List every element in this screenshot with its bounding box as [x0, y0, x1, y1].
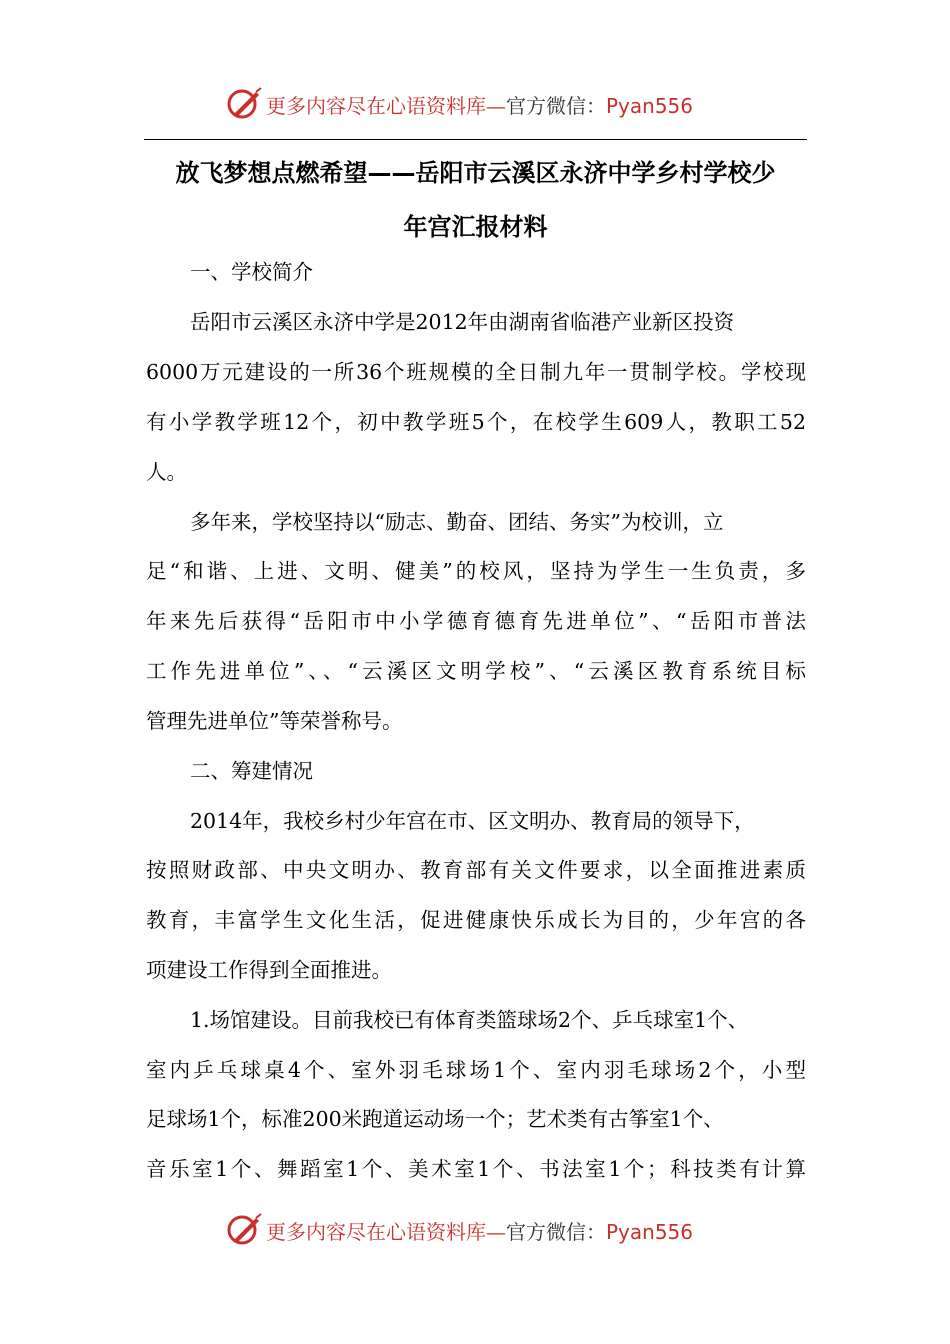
- text-line: 足“和谐、上进、文明、健美”的校风，坚持为学生一生负责，多: [146, 559, 806, 583]
- document-title: [144, 146, 807, 254]
- text-line: 多年来，学校坚持以“励志、勤奋、团结、务实”为校训，立: [190, 510, 724, 534]
- section-heading-intro: 一、学校简介: [190, 260, 313, 284]
- text-line: 1.场馆建设。目前我校已有体育类篮球场2个、乒乓球室1个、: [190, 1008, 749, 1032]
- banner-main-text: 更多内容尽在心语资料库—: [266, 1219, 506, 1244]
- text-line: 教育，丰富学生文化生活，促进健康快乐成长为目的，少年宫的各: [146, 908, 806, 932]
- banner-wechat-id: Pyan556: [606, 1219, 694, 1244]
- text-line: 管理先进单位”等荣誉称号。: [146, 709, 403, 733]
- banner-wechat-id: Pyan556: [606, 93, 694, 118]
- header-rule: [144, 139, 807, 140]
- banner-wechat-label: 官方微信：: [506, 93, 606, 118]
- quill-logo-icon: [226, 86, 262, 122]
- section-heading-construction: 二、筹建情况: [190, 759, 313, 783]
- text-line: 人。: [146, 460, 187, 484]
- quill-logo-icon: [226, 1212, 262, 1248]
- title-line-1: 放飞梦想点燃希望——岳阳市云溪区永济中学乡村学校少: [175, 159, 776, 187]
- text-line: 有小学教学班12个，初中教学班5个，在校学生609人，教职工52: [146, 410, 806, 434]
- title-line-2: 年宫汇报材料: [403, 213, 548, 241]
- banner-main-text: 更多内容尽在心语资料库—: [266, 93, 506, 118]
- text-line: 足球场1个，标准200米跑道运动场一个；艺术类有古筝室1个、: [146, 1107, 724, 1131]
- text-line: 室内乒乓球桌4个、室外羽毛球场1个、室内羽毛球场2个，小型: [146, 1058, 806, 1082]
- banner-wechat-label: 官方微信：: [506, 1219, 606, 1244]
- text-line: 工作先进单位”、、“云溪区文明学校”、“云溪区教育系统目标: [146, 659, 806, 683]
- text-line: 音乐室1个、舞蹈室1个、美术室1个、书法室1个；科技类有计算: [146, 1157, 806, 1181]
- header-banner: [226, 84, 693, 124]
- text-line: 岳阳市云溪区永济中学是2012年由湖南省临港产业新区投资: [190, 310, 735, 334]
- text-line: 按照财政部、中央文明办、教育部有关文件要求，以全面推进素质: [146, 858, 806, 882]
- footer-banner: [226, 1210, 693, 1250]
- text-line: 2014年，我校乡村少年宫在市、区文明办、教育局的领导下，: [190, 809, 755, 833]
- text-line: 6000万元建设的一所36个班规模的全日制九年一贯制学校。学校现: [146, 360, 806, 384]
- text-line: 年来先后获得“岳阳市中小学德育德育先进单位”、“岳阳市普法: [146, 609, 806, 633]
- text-line: 项建设工作得到全面推进。: [146, 958, 392, 982]
